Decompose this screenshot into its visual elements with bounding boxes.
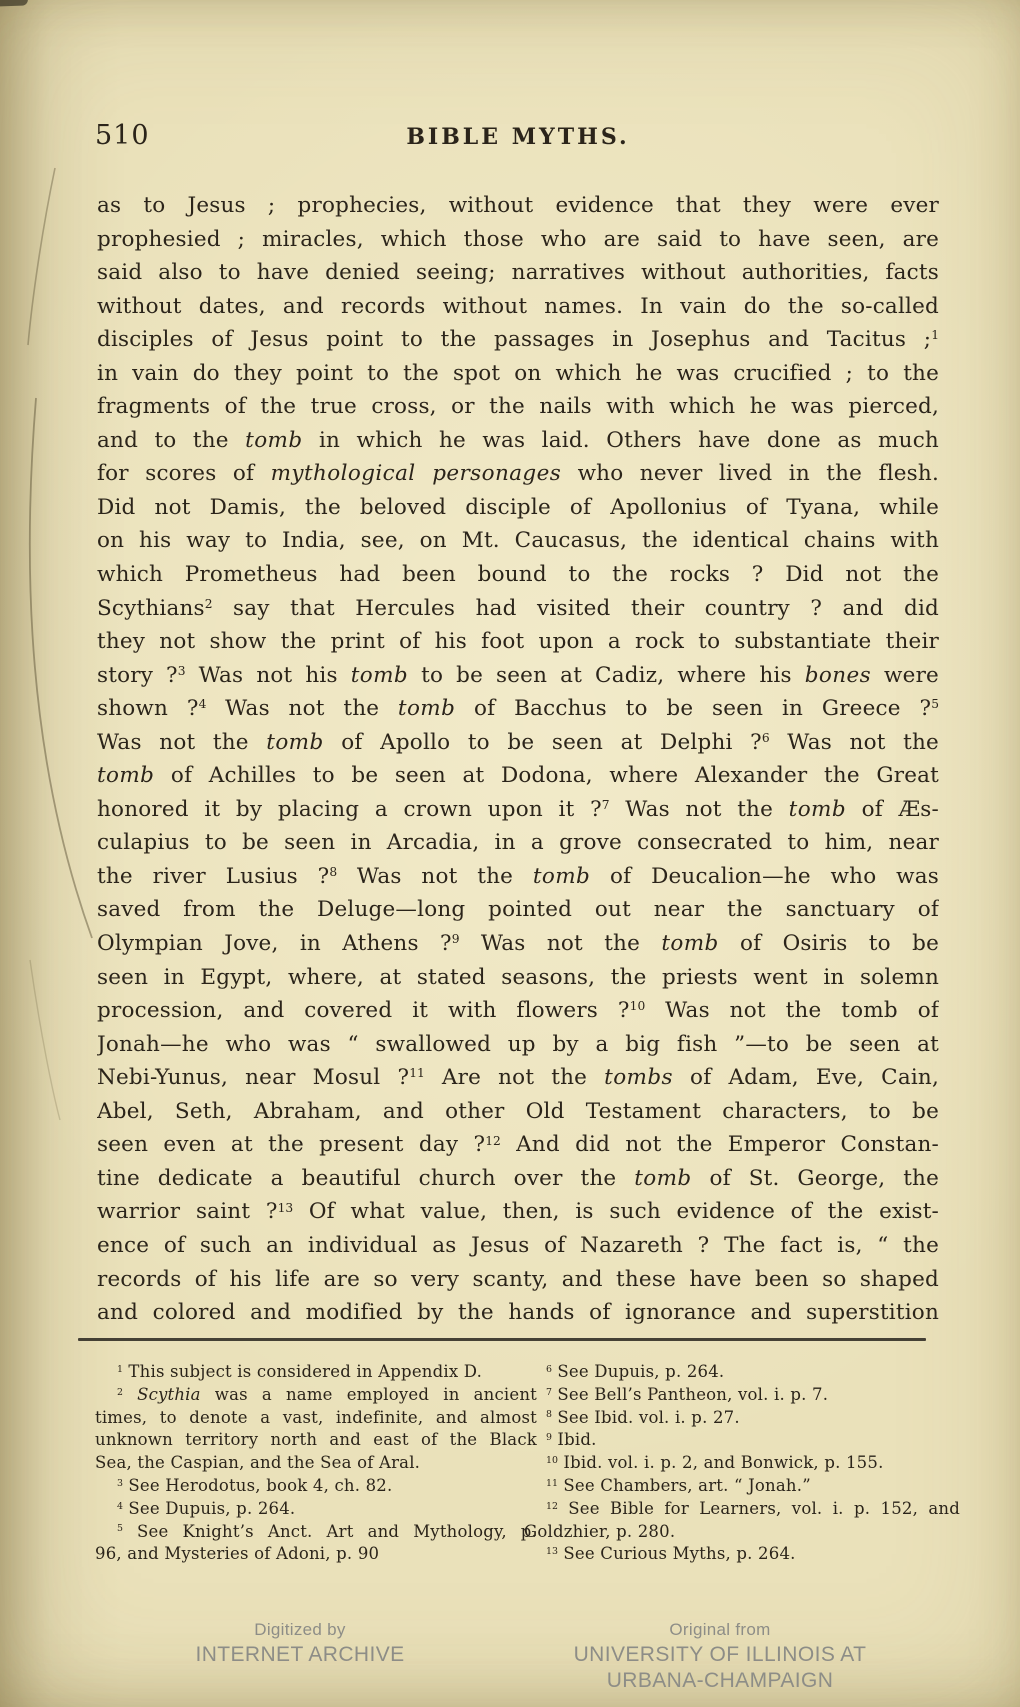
- body-text: [97, 189, 939, 1330]
- body-line: honored it by placing a crown upon it ?$^7$ Was not the tomb of Æs-: [97, 796, 939, 822]
- footnotes-left-column: [95, 1361, 537, 1566]
- body-line: procession, and covered it with flowers ?$^{10}$ Was not the tomb of: [97, 998, 939, 1024]
- body-line: fragments of the true cross, or the nails with which he was pierced,: [97, 394, 939, 420]
- body-line: ence of such an individual as Jesus of Nazareth ? The fact is, “ the: [97, 1232, 939, 1258]
- body-line: culapius to be seen in Arcadia, in a grove consecrated to him, near: [97, 830, 939, 856]
- body-line: story ?$^3$ Was not his tomb to be seen at Cadiz, where his bones were: [97, 662, 939, 688]
- body-line: Scythians$^2$ say that Hercules had visited their country ? and did: [97, 595, 939, 621]
- footnote-line: unknown territory north and east of the Black: [95, 1430, 537, 1450]
- body-line: tomb of Achilles to be seen at Dodona, where Alexander the Great: [97, 763, 939, 789]
- digitized-by-block: [155, 1618, 445, 1668]
- footnote-line: Sea, the Caspian, and the Sea of Aral.: [95, 1453, 421, 1473]
- page-edge-mark: [0, 0, 28, 7]
- footnote-line: $^{10}$ Ibid. vol. i. p. 2, and Bonwick, p. 155.: [546, 1453, 884, 1473]
- body-line: which Prometheus had been bound to the rocks ? Did not the: [97, 562, 939, 588]
- body-line: on his way to India, see, on Mt. Caucasus, the identical chains with: [97, 528, 939, 554]
- footnote-line: $^3$ See Herodotus, book 4, ch. 82.: [117, 1475, 393, 1495]
- body-line: seen in Egypt, where, at stated seasons, the priests went in solemn: [97, 964, 939, 990]
- original-from-label: Original from: [669, 1620, 771, 1639]
- body-line: Abel, Seth, Abraham, and other Old Testament characters, to be: [97, 1098, 939, 1124]
- footnote-line: $^4$ See Dupuis, p. 264.: [117, 1498, 296, 1518]
- body-line: and colored and modified by the hands of ignorance and superstition: [97, 1300, 939, 1326]
- footnotes-right-column: [524, 1361, 960, 1566]
- body-line: in vain do they point to the spot on which he was crucified ; to the: [97, 360, 939, 386]
- footnote-line: 96, and Mysteries of Adoni, p. 90: [95, 1544, 380, 1564]
- original-from-block: [535, 1618, 905, 1694]
- footnote-line: $^9$ Ibid.: [546, 1430, 597, 1450]
- footnote-line: $^{13}$ See Curious Myths, p. 264.: [546, 1544, 796, 1564]
- internet-archive-name: INTERNET ARCHIVE: [195, 1643, 405, 1666]
- footnote-line: $^1$ This subject is considered in Appendix D.: [117, 1362, 483, 1381]
- footnote-line: $^6$ See Dupuis, p. 264.: [546, 1362, 725, 1381]
- body-line: the river Lusius ?$^8$ Was not the tomb of Deucalion—he who was: [97, 863, 939, 889]
- body-line: Nebi-Yunus, near Mosul ?$^{11}$ Are not the tombs of Adam, Eve, Cain,: [97, 1065, 939, 1091]
- page-number: 510: [95, 120, 150, 151]
- footnote-line: Goldzhier, p. 280.: [524, 1521, 676, 1541]
- body-line: shown ?$^4$ Was not the tomb of Bacchus to be seen in Greece ?$^5$: [97, 696, 939, 722]
- body-line: seen even at the present day ?$^{12}$ And did not the Emperor Constan-: [97, 1132, 939, 1158]
- university-name-line2: URBANA-CHAMPAIGN: [606, 1669, 834, 1692]
- university-name-line1: UNIVERSITY OF ILLINOIS AT: [573, 1643, 867, 1666]
- footnote-line: $^8$ See Ibid. vol. i. p. 27.: [546, 1407, 740, 1427]
- running-header: [0, 120, 1020, 160]
- footnote-line: times, to denote a vast, indefinite, and almost: [95, 1407, 537, 1427]
- body-line: and to the tomb in which he was laid. Others have done as much: [97, 427, 939, 453]
- body-line: Olympian Jove, in Athens ?$^9$ Was not the tomb of Osiris to be: [97, 931, 939, 957]
- body-line: said also to have denied seeing; narratives without authorities, facts: [97, 260, 939, 286]
- footnote-line: $^{11}$ See Chambers, art. “ Jonah.”: [546, 1475, 811, 1495]
- body-line: disciples of Jesus point to the passages in Josephus and Tacitus ;$^1$: [97, 327, 939, 353]
- body-line: Jonah—he who was “ swallowed up by a big fish ”—to be seen at: [97, 1031, 939, 1057]
- body-line: saved from the Deluge—long pointed out near the sanctuary of: [97, 897, 939, 923]
- body-line: without dates, and records without names. In vain do the so-called: [97, 293, 939, 319]
- body-line: as to Jesus ; prophecies, without evidence that they were ever: [97, 193, 939, 218]
- body-line: they not show the print of his foot upon a rock to substantiate their: [97, 629, 939, 655]
- digitized-by-label: Digitized by: [254, 1620, 346, 1639]
- body-line: warrior saint ?$^{13}$ Of what value, then, is such evidence of the exist-: [97, 1199, 939, 1225]
- body-line: Was not the tomb of Apollo to be seen at Delphi ?$^6$ Was not the: [97, 729, 939, 755]
- footnote-line: $^7$ See Bell’s Pantheon, vol. i. p. 7.: [546, 1384, 829, 1404]
- footnote-line: $^5$ See Knight’s Anct. Art and Mythology, p.: [117, 1521, 537, 1541]
- footnote-rule: [78, 1338, 926, 1341]
- running-header-title: BIBLE MYTHS.: [406, 124, 630, 150]
- body-line: tine dedicate a beautiful church over the tomb of St. George, the: [97, 1165, 939, 1191]
- body-line: records of his life are so very scanty, and these have been so shaped: [97, 1266, 939, 1292]
- footnote-line: $^2$ Scythia was a name employed in ancient: [117, 1384, 537, 1404]
- footnote-line: $^{12}$ See Bible for Learners, vol. i. p. 152, and: [546, 1498, 960, 1518]
- body-line: prophesied ; miracles, which those who are said to have seen, are: [97, 226, 939, 252]
- body-line: Did not Damis, the beloved disciple of Apollonius of Tyana, while: [97, 494, 939, 520]
- body-line: for scores of mythological personages who never lived in the flesh.: [97, 461, 939, 487]
